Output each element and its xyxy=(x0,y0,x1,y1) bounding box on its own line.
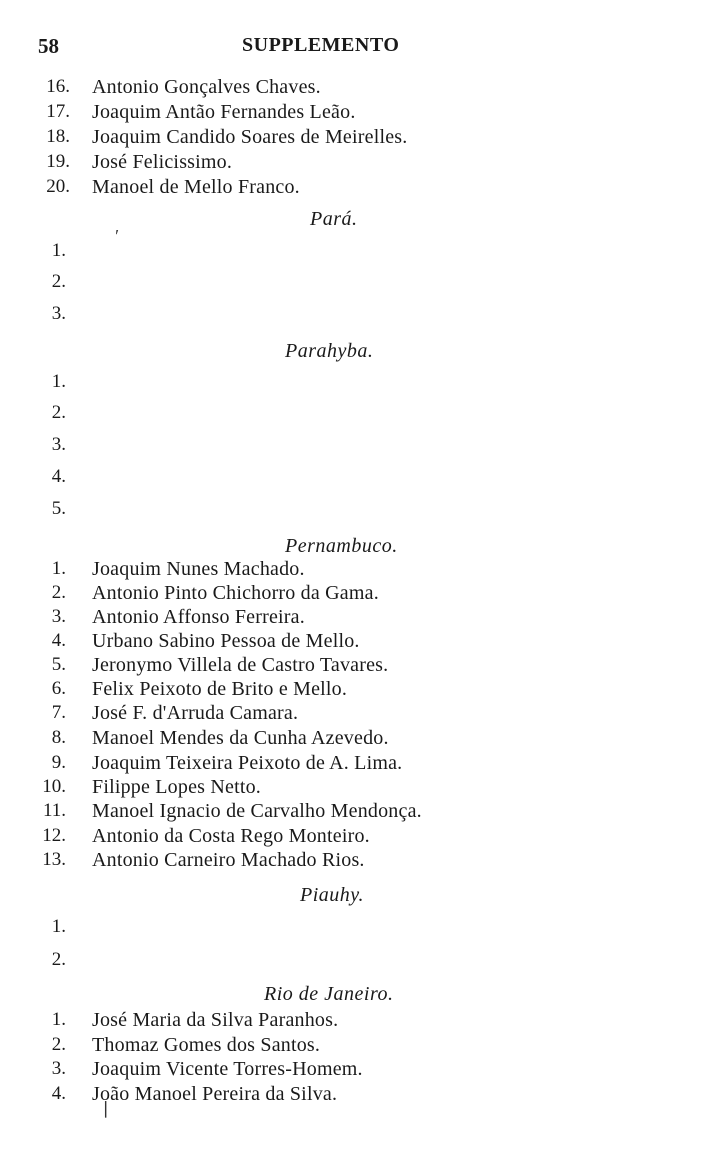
item-number: 8. xyxy=(51,727,66,748)
item-number: 11. xyxy=(42,800,66,821)
item-name: Joaquim Vicente Torres-Homem. xyxy=(92,1058,363,1080)
section-title: Pará. xyxy=(310,208,358,230)
item-number: 2. xyxy=(51,582,66,603)
item-name: Antonio da Costa Rego Monteiro. xyxy=(92,825,370,847)
page-number: 58 xyxy=(38,34,59,58)
item-name: Manoel Ignacio de Carvalho Mendonça. xyxy=(92,800,422,822)
item-name: Felix Peixoto de Brito e Mello. xyxy=(92,678,348,700)
section-title: Parahyba. xyxy=(285,340,374,362)
item-name: Manoel de Mello Franco. xyxy=(92,176,300,198)
item-number: 6. xyxy=(51,678,66,699)
running-title: SUPPLEMENTO xyxy=(242,34,400,56)
item-number: 2. xyxy=(51,1034,66,1055)
item-number: 3. xyxy=(51,303,66,324)
item-number: 10. xyxy=(42,776,66,797)
item-number: 9. xyxy=(51,752,66,773)
item-number: 1. xyxy=(51,1009,66,1030)
item-number: 1. xyxy=(51,916,66,937)
item-number: 3. xyxy=(51,606,66,627)
item-number: 1. xyxy=(51,558,66,579)
item-name: Joaquim Nunes Machado. xyxy=(92,558,305,580)
page-header xyxy=(38,34,438,62)
item-name: José Felicissimo. xyxy=(92,151,233,173)
pen-mark: ∣ xyxy=(103,1100,109,1120)
item-number: 1. xyxy=(51,240,66,261)
item-number: 4. xyxy=(51,630,66,651)
item-name: Urbano Sabino Pessoa de Mello. xyxy=(92,630,360,652)
item-number: 4. xyxy=(51,1083,66,1104)
item-number: 3. xyxy=(51,434,66,455)
item-name: Filippe Lopes Netto. xyxy=(92,776,261,798)
section-title: Piauhy. xyxy=(300,884,365,906)
pen-mark: ′ xyxy=(114,226,118,246)
item-number: 2. xyxy=(51,271,66,292)
item-name: Jeronymo Villela de Castro Tavares. xyxy=(92,654,389,676)
item-number: 1. xyxy=(51,371,66,392)
item-name: José Maria da Silva Paranhos. xyxy=(92,1009,339,1031)
item-number: 5. xyxy=(51,498,66,519)
item-name: Antonio Pinto Chichorro da Gama. xyxy=(92,582,379,604)
item-number: 2. xyxy=(51,949,66,970)
item-name: Manoel Mendes da Cunha Azevedo. xyxy=(92,727,389,749)
item-number: 16. xyxy=(46,76,70,97)
item-number: 4. xyxy=(51,466,66,487)
item-name: Joaquim Teixeira Peixoto de A. Lima. xyxy=(92,752,403,774)
item-name: Antonio Carneiro Machado Rios. xyxy=(92,849,365,871)
item-number: 13. xyxy=(42,849,66,870)
item-number: 12. xyxy=(42,825,66,846)
item-number: 3. xyxy=(51,1058,66,1079)
item-number: 2. xyxy=(51,402,66,423)
item-number: 20. xyxy=(46,176,70,197)
item-name: Joaquim Antão Fernandes Leão. xyxy=(92,101,356,123)
item-name: João Manoel Pereira da Silva. xyxy=(92,1083,338,1105)
section-title: Pernambuco. xyxy=(285,535,398,557)
item-number: 7. xyxy=(51,702,66,723)
item-name: Antonio Affonso Ferreira. xyxy=(92,606,305,628)
item-name: Antonio Gonçalves Chaves. xyxy=(92,76,321,98)
item-name: Thomaz Gomes dos Santos. xyxy=(92,1034,321,1056)
item-number: 5. xyxy=(51,654,66,675)
item-number: 18. xyxy=(46,126,70,147)
item-number: 19. xyxy=(46,151,70,172)
item-name: Joaquim Candido Soares de Meirelles. xyxy=(92,126,408,148)
section-title: Rio de Janeiro. xyxy=(264,983,394,1005)
item-number: 17. xyxy=(46,101,70,122)
item-name: José F. d'Arruda Camara. xyxy=(92,702,299,724)
